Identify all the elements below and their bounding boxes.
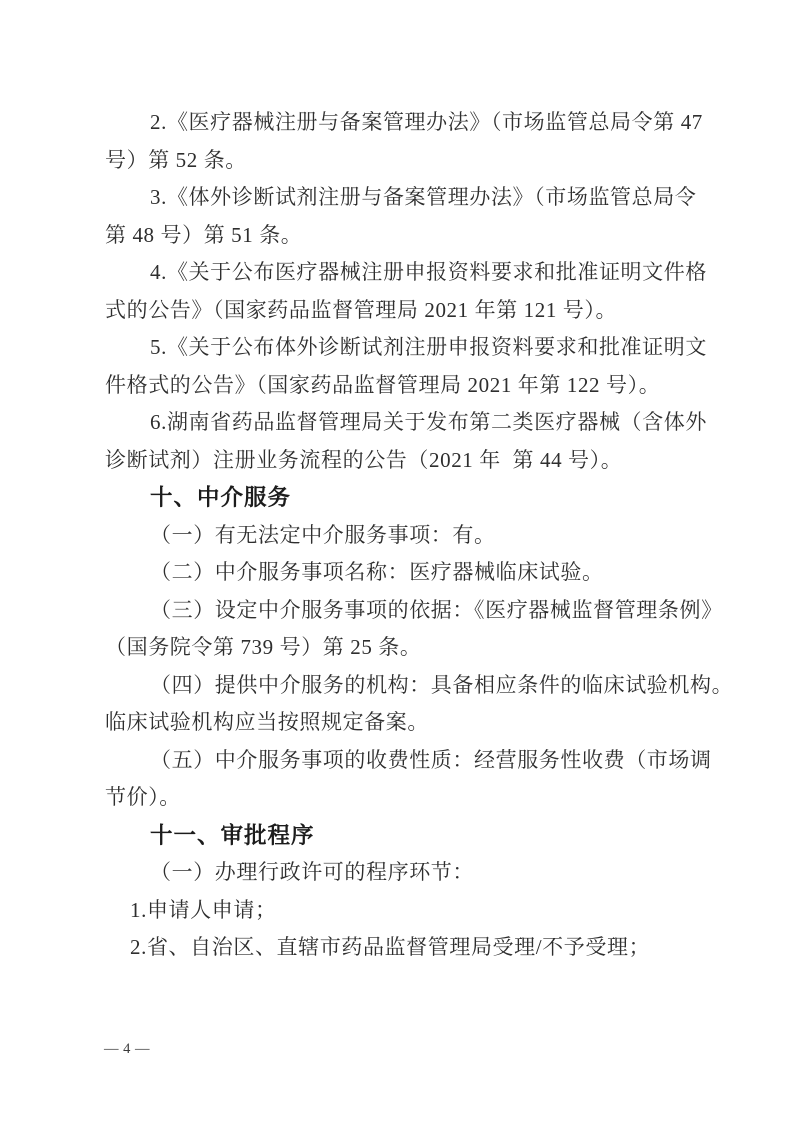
text-line: 5.《关于公布体外诊断试剂注册申报资料要求和批准证明文 bbox=[150, 335, 707, 359]
document-body bbox=[105, 104, 734, 967]
intermediary-item-2 bbox=[105, 554, 701, 592]
text-line: （三）设定中介服务事项的依据：《医疗器械监督管理条例》 bbox=[150, 597, 723, 622]
legal-basis-item-3 bbox=[105, 179, 701, 254]
page-number: — 4 — bbox=[104, 1041, 150, 1057]
text-line: （国务院令第 739 号）第 25 条。 bbox=[105, 635, 422, 659]
procedure-step-2 bbox=[105, 929, 701, 967]
text-line: 1.申请人申请； bbox=[130, 897, 277, 922]
intermediary-item-4 bbox=[105, 667, 734, 742]
text-line: 号）第 52 条。 bbox=[105, 147, 247, 172]
text-line: 式的公告》（国家药品监督管理局 2021 年第 121 号）。 bbox=[105, 297, 618, 322]
text-line: 第 48 号）第 51 条。 bbox=[105, 222, 303, 247]
section-heading-intermediary-services bbox=[105, 479, 701, 517]
text-line: （二）中介服务事项名称：医疗器械临床试验。 bbox=[150, 560, 604, 584]
text-line: 节价）。 bbox=[105, 785, 181, 809]
text-line: 6.湖南省药品监督管理局关于发布第二类医疗器械（含体外 bbox=[150, 410, 707, 434]
text-line: 件格式的公告》（国家药品监督管理局 2021 年第 122 号）。 bbox=[105, 372, 661, 397]
legal-basis-item-6 bbox=[105, 404, 707, 479]
text-line: 4.《关于公布医疗器械注册申报资料要求和批准证明文件格 bbox=[150, 260, 707, 284]
text-line: （五）中介服务事项的收费性质：经营服务性收费（市场调 bbox=[150, 747, 712, 772]
text-line: （一）有无法定中介服务事项：有。 bbox=[150, 522, 496, 547]
legal-basis-item-4 bbox=[105, 254, 707, 329]
text-line: 2.《医疗器械注册与备案管理办法》（市场监管总局令第 47 bbox=[150, 110, 703, 134]
legal-basis-item-5 bbox=[105, 329, 707, 404]
intermediary-item-3 bbox=[105, 592, 723, 667]
procedure-step-1 bbox=[105, 892, 701, 930]
text-line: 3.《体外诊断试剂注册与备案管理办法》（市场监管总局令 bbox=[150, 185, 697, 209]
procedure-item-1 bbox=[105, 854, 701, 892]
intermediary-item-5 bbox=[105, 742, 712, 817]
section-heading-approval-procedure bbox=[105, 817, 701, 855]
text-line: 诊断试剂）注册业务流程的公告（2021 年 第 44 号）。 bbox=[105, 447, 623, 472]
heading-text: 十一、审批程序 bbox=[150, 822, 315, 848]
intermediary-item-1 bbox=[105, 517, 701, 555]
text-line: 2.省、自治区、直辖市药品监督管理局受理/不予受理； bbox=[130, 935, 651, 959]
heading-text: 十、中介服务 bbox=[150, 485, 292, 510]
text-line: （一）办理行政许可的程序环节： bbox=[150, 860, 474, 884]
text-line: （四）提供中介服务的机构：具备相应条件的临床试验机构。 bbox=[150, 672, 734, 697]
text-line: 临床试验机构应当按照规定备案。 bbox=[105, 710, 429, 734]
legal-basis-item-2 bbox=[105, 104, 701, 179]
